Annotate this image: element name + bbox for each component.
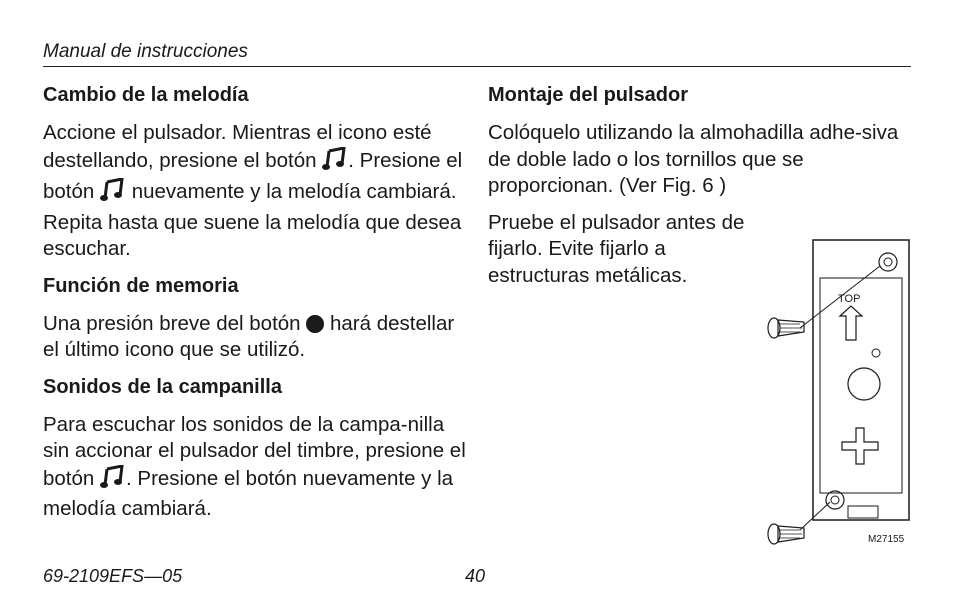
section-heading-melody: Cambio de la melodía <box>43 84 249 106</box>
melody-paragraph: Accione el pulsador. Mientras el icono esté destellando, presione el botón . Presione el botón nuevamente y la melodía cambiará. Repita hasta que suene la melodía que desea escuchar. <box>43 121 463 260</box>
figure-code: M27155 <box>868 534 905 545</box>
test-paragraph: Pruebe el pulsador antes de fijarlo. Evite fijarlo a estructuras metálicas. <box>488 210 745 287</box>
mounting-paragraph: Colóquelo utilizando la almohadilla adhe-siva de doble lado o los tornillos que se proporcionan. (Ver Fig. 6 ) <box>488 121 899 197</box>
dot-button-icon <box>306 315 324 333</box>
left-column <box>43 82 473 533</box>
doc-number: 69-2109EFS—05 <box>43 566 183 586</box>
page-number: 40 <box>465 566 486 586</box>
section-heading-chime: Sonidos de la campanilla <box>43 375 282 398</box>
section-heading-memory: Función de memoria <box>43 274 239 297</box>
chime-paragraph: Para escuchar los sonidos de la campa-nilla sin accionar el pulsador del timbre, presione el botón . Presione el botón nuevamente y la melodía cambiará. <box>43 412 466 520</box>
music-note-icon <box>100 465 126 497</box>
memory-paragraph: Una presión breve del botón hará destellar el último icono que se utilizó. <box>43 311 455 361</box>
top-label: TOP <box>838 293 861 305</box>
pushbutton-figure <box>760 238 920 553</box>
section-heading-mounting: Montaje del pulsador <box>488 84 689 106</box>
music-note-icon <box>322 147 348 179</box>
page-header <box>43 40 911 67</box>
header-title: Manual de instrucciones <box>43 41 248 62</box>
music-note-icon <box>100 178 126 210</box>
